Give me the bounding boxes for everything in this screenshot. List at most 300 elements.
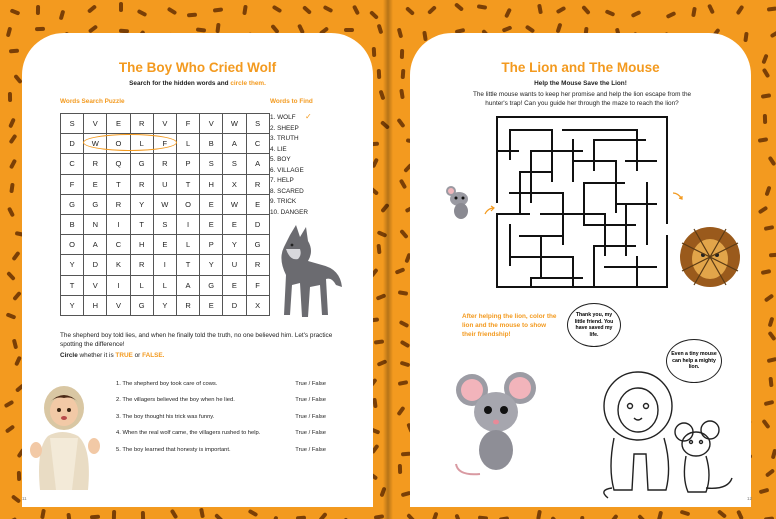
pattern-dash bbox=[9, 48, 19, 53]
maze-wall bbox=[498, 213, 530, 215]
grid-cell[interactable]: I bbox=[177, 215, 200, 235]
grid-cell[interactable]: F bbox=[154, 134, 177, 154]
pattern-dash bbox=[6, 271, 16, 281]
true-false-choice[interactable]: True / False bbox=[295, 446, 326, 453]
maze-wall bbox=[572, 139, 574, 181]
grid-cell[interactable]: S bbox=[154, 215, 177, 235]
maze-wall bbox=[562, 129, 636, 131]
grid-cell[interactable]: B bbox=[61, 215, 84, 235]
pattern-dash bbox=[5, 312, 16, 319]
statement-text: 3. The boy thought his trick was funny. bbox=[116, 413, 215, 420]
grid-cell[interactable]: P bbox=[177, 154, 200, 174]
circle-word: Circle bbox=[60, 352, 78, 359]
grid-cell[interactable]: G bbox=[247, 235, 270, 255]
pattern-dash bbox=[744, 32, 749, 42]
pattern-dash bbox=[372, 47, 377, 57]
grid-cell[interactable]: R bbox=[247, 255, 270, 275]
grid-cell[interactable]: D bbox=[84, 255, 107, 275]
pattern-dash bbox=[87, 4, 97, 13]
instruction-highlight: circle them. bbox=[230, 80, 266, 87]
grid-cell[interactable]: E bbox=[247, 195, 270, 215]
trapped-lion-illustration bbox=[678, 223, 743, 291]
maze-wall bbox=[540, 213, 604, 215]
pattern-dash bbox=[40, 509, 46, 519]
pattern-dash bbox=[735, 5, 744, 16]
pattern-dash bbox=[399, 361, 410, 368]
grid-cell[interactable]: E bbox=[84, 175, 107, 195]
maze-wall bbox=[572, 256, 574, 288]
statement-text: 2. The villagers believed the boy when he lied. bbox=[116, 397, 235, 404]
pattern-dash bbox=[427, 5, 437, 15]
grid-cell[interactable]: L bbox=[131, 276, 154, 296]
maze-wall bbox=[530, 277, 532, 288]
pattern-dash bbox=[432, 511, 439, 519]
pattern-dash bbox=[691, 7, 697, 18]
pattern-dash bbox=[248, 509, 259, 517]
statement-text: 5. The boy learned that honesty is important. bbox=[116, 446, 231, 453]
circled-word-wolf bbox=[83, 134, 177, 151]
pattern-dash bbox=[369, 10, 379, 20]
pattern-dash bbox=[680, 509, 691, 516]
grid-cell[interactable]: Y bbox=[131, 195, 154, 215]
grid-cell[interactable]: V bbox=[200, 114, 223, 134]
left-instruction bbox=[22, 80, 373, 87]
true-false-row bbox=[116, 397, 326, 413]
pattern-dash bbox=[398, 464, 402, 474]
maze-wall bbox=[604, 266, 657, 268]
grid-cell[interactable]: R bbox=[247, 175, 270, 195]
true-false-list bbox=[116, 381, 326, 463]
maze-instructions: The little mouse wants to keep her promise and help the lion escape from the hunter's trap! Can you guide her through the maze to reach the lion? bbox=[472, 91, 692, 107]
word-item: 4. LIE bbox=[270, 145, 287, 153]
pattern-dash bbox=[90, 515, 100, 519]
grid-cell[interactable]: E bbox=[223, 215, 246, 235]
grid-cell[interactable]: N bbox=[84, 215, 107, 235]
grid-cell[interactable]: Y bbox=[61, 296, 84, 316]
speech-bubble-mouse: Even a tiny mouse can help a mighty lion. bbox=[666, 339, 722, 383]
grid-cell[interactable]: D bbox=[223, 296, 246, 316]
pattern-dash bbox=[764, 225, 775, 231]
grid-cell[interactable]: V bbox=[107, 296, 130, 316]
grid-cell[interactable]: W bbox=[154, 195, 177, 215]
pattern-dash bbox=[9, 8, 20, 15]
pattern-dash bbox=[295, 516, 305, 519]
maze-wall bbox=[519, 171, 521, 213]
grid-cell[interactable]: O bbox=[61, 235, 84, 255]
pattern-dash bbox=[637, 514, 647, 519]
grid-cell[interactable]: Y bbox=[61, 255, 84, 275]
pattern-dash bbox=[215, 23, 220, 33]
pattern-dash bbox=[762, 419, 771, 429]
pattern-dash bbox=[538, 4, 544, 15]
pattern-dash bbox=[758, 488, 769, 494]
grid-cell[interactable]: E bbox=[223, 276, 246, 296]
pattern-dash bbox=[4, 400, 15, 408]
true-false-row bbox=[116, 430, 326, 446]
grid-cell[interactable]: W bbox=[84, 134, 107, 154]
grid-cell[interactable]: I bbox=[107, 215, 130, 235]
pattern-dash bbox=[762, 68, 771, 79]
right-page-number: 12 bbox=[747, 496, 753, 501]
right-page bbox=[410, 33, 751, 507]
pattern-dash bbox=[395, 267, 406, 274]
pattern-dash bbox=[140, 511, 144, 519]
true-false-row bbox=[116, 447, 326, 463]
wolf-illustration bbox=[270, 225, 345, 320]
grid-cell[interactable]: Q bbox=[107, 154, 130, 174]
grid-cell[interactable]: S bbox=[200, 154, 223, 174]
or-word: or bbox=[132, 352, 143, 359]
maze-wall bbox=[540, 235, 542, 277]
pattern-dash bbox=[665, 11, 676, 19]
grid-cell[interactable]: H bbox=[200, 175, 223, 195]
pattern-dash bbox=[399, 179, 407, 190]
circle-middle: whether it is bbox=[77, 352, 116, 359]
maze-wall bbox=[509, 224, 511, 266]
pattern-dash bbox=[768, 156, 776, 167]
grid-cell[interactable]: F bbox=[247, 276, 270, 296]
maze-wall bbox=[551, 129, 553, 182]
grid-cell[interactable]: R bbox=[131, 114, 154, 134]
pattern-dash bbox=[399, 229, 409, 239]
grid-cell[interactable]: T bbox=[177, 255, 200, 275]
maze-wall bbox=[604, 213, 606, 255]
word-item: 3. TRUTH bbox=[270, 135, 299, 142]
maze-wall bbox=[519, 171, 551, 173]
pattern-dash bbox=[14, 356, 22, 367]
pattern-dash bbox=[405, 6, 415, 16]
grid-cell[interactable]: Y bbox=[154, 296, 177, 316]
words-to-find-list bbox=[270, 114, 308, 219]
grid-cell[interactable]: H bbox=[131, 235, 154, 255]
maze-wall bbox=[646, 182, 648, 246]
word-item: 2. SHEEP bbox=[270, 124, 299, 132]
pattern-dash bbox=[352, 4, 360, 15]
maze-wall bbox=[625, 160, 657, 162]
pattern-dash bbox=[400, 89, 406, 100]
pattern-dash bbox=[136, 9, 147, 17]
pattern-dash bbox=[344, 28, 354, 32]
right-page-title: The Lion and The Mouse bbox=[501, 60, 660, 75]
grid-cell[interactable]: C bbox=[107, 235, 130, 255]
pattern-dash bbox=[764, 293, 774, 302]
pattern-dash bbox=[556, 6, 567, 14]
pattern-dash bbox=[769, 253, 776, 258]
pattern-dash bbox=[604, 10, 615, 18]
pattern-dash bbox=[454, 514, 461, 519]
pattern-dash bbox=[400, 69, 405, 79]
pattern-dash bbox=[8, 118, 16, 129]
grid-cell[interactable]: R bbox=[131, 255, 154, 275]
story-text: The shepherd boy told lies, and when he finally told the truth, no one believed him. Let's practice spotting the difference! bbox=[60, 332, 333, 348]
maze-wall bbox=[636, 256, 638, 288]
true-false-choice[interactable]: True / False bbox=[295, 397, 326, 404]
pattern-dash bbox=[9, 159, 17, 170]
grid-cell[interactable]: B bbox=[200, 134, 223, 154]
pattern-dash bbox=[477, 4, 488, 10]
grid-cell[interactable]: Y bbox=[223, 235, 246, 255]
grid-cell[interactable]: W bbox=[223, 195, 246, 215]
pattern-dash bbox=[199, 508, 205, 519]
grid-cell[interactable]: C bbox=[61, 154, 84, 174]
grid-cell[interactable]: A bbox=[223, 134, 246, 154]
pattern-dash bbox=[765, 185, 772, 196]
pattern-dash bbox=[13, 291, 23, 301]
pattern-dash bbox=[504, 7, 512, 18]
pattern-dash bbox=[7, 206, 15, 217]
maze-wall bbox=[625, 203, 627, 256]
grid-cell[interactable]: L bbox=[177, 134, 200, 154]
pattern-dash bbox=[767, 357, 776, 363]
maze-wall bbox=[583, 182, 625, 184]
maze-wall bbox=[615, 160, 617, 213]
pattern-dash bbox=[272, 5, 283, 14]
grid-cell[interactable]: S bbox=[61, 114, 84, 134]
grid-cell[interactable]: V bbox=[154, 114, 177, 134]
word-item: 9. TRICK bbox=[270, 198, 297, 205]
grid-cell[interactable]: S bbox=[247, 114, 270, 134]
maze-wall bbox=[530, 277, 583, 279]
false-word: FALSE. bbox=[142, 352, 165, 359]
pattern-dash bbox=[318, 511, 327, 519]
maze-wall bbox=[583, 182, 585, 224]
pattern-dash bbox=[396, 118, 405, 128]
pattern-dash bbox=[707, 4, 715, 15]
pattern-dash bbox=[302, 6, 312, 16]
grid-cell[interactable]: U bbox=[223, 255, 246, 275]
word-item: 1. WOLF bbox=[270, 114, 296, 121]
maze-wall bbox=[593, 139, 595, 171]
grid-cell[interactable]: F bbox=[177, 114, 200, 134]
grid-cell[interactable]: T bbox=[61, 276, 84, 296]
grid-cell[interactable]: T bbox=[107, 175, 130, 195]
pattern-dash bbox=[717, 510, 727, 519]
grid-cell[interactable]: C bbox=[247, 134, 270, 154]
statement-text: 4. When the real wolf came, the villagers rushed to help. bbox=[116, 430, 261, 437]
grid-cell[interactable]: G bbox=[84, 195, 107, 215]
pattern-dash bbox=[454, 3, 464, 12]
pattern-dash bbox=[764, 468, 774, 477]
word-item: 6. VILLAGE bbox=[270, 166, 304, 174]
pattern-dash bbox=[12, 339, 18, 350]
pattern-dash bbox=[761, 94, 772, 100]
left-page-number: 11 bbox=[22, 496, 27, 501]
pattern-dash bbox=[17, 471, 21, 481]
pattern-dash bbox=[398, 380, 409, 386]
grid-cell[interactable]: A bbox=[84, 235, 107, 255]
pattern-dash bbox=[406, 513, 416, 519]
pattern-dash bbox=[166, 7, 177, 16]
pattern-dash bbox=[525, 24, 536, 33]
grid-cell[interactable]: I bbox=[154, 255, 177, 275]
pattern-dash bbox=[8, 92, 12, 102]
maze[interactable] bbox=[496, 116, 668, 288]
grid-cell[interactable]: P bbox=[200, 235, 223, 255]
pattern-dash bbox=[758, 137, 769, 143]
pattern-dash bbox=[399, 320, 410, 328]
grid-cell[interactable]: O bbox=[107, 134, 130, 154]
maze-wall bbox=[636, 129, 638, 171]
grid-cell[interactable]: E bbox=[200, 215, 223, 235]
pattern-dash bbox=[9, 134, 18, 145]
maze-wall bbox=[593, 245, 595, 287]
maze-wall bbox=[509, 192, 562, 194]
grid-cell[interactable]: F bbox=[61, 175, 84, 195]
grid-cell[interactable]: Y bbox=[200, 255, 223, 275]
pattern-dash bbox=[631, 10, 642, 18]
pattern-dash bbox=[737, 510, 745, 519]
pattern-dash bbox=[36, 5, 40, 15]
word-item: 7. HELP bbox=[270, 177, 294, 184]
grid-cell[interactable]: V bbox=[84, 276, 107, 296]
pattern-dash bbox=[582, 5, 592, 15]
true-false-choice[interactable]: True / False bbox=[295, 413, 326, 420]
arrow-icon bbox=[672, 191, 684, 201]
grid-cell[interactable]: A bbox=[177, 276, 200, 296]
pattern-dash bbox=[502, 25, 513, 32]
colored-mouse-illustration bbox=[454, 368, 544, 478]
arrow-icon bbox=[484, 205, 496, 215]
grid-cell[interactable]: R bbox=[107, 195, 130, 215]
pattern-dash bbox=[769, 377, 774, 387]
left-page bbox=[22, 33, 373, 507]
color-instructions: After helping the lion, color the lion and the mouse to show their friendship! bbox=[462, 313, 557, 338]
grid-cell[interactable]: I bbox=[107, 276, 130, 296]
pattern-dash bbox=[758, 205, 769, 214]
maze-wall bbox=[615, 203, 657, 205]
pattern-dash bbox=[768, 317, 775, 328]
lion-and-mouse-line-art bbox=[588, 358, 738, 503]
grid-cell[interactable]: A bbox=[247, 154, 270, 174]
grid-cell[interactable]: H bbox=[84, 296, 107, 316]
pattern-dash bbox=[764, 400, 775, 406]
maze-wall bbox=[530, 150, 532, 203]
word-item: 10. DANGER bbox=[270, 208, 309, 216]
pattern-dash bbox=[376, 244, 381, 254]
grid-cell[interactable]: D bbox=[247, 215, 270, 235]
grid-cell[interactable]: G bbox=[131, 296, 154, 316]
grid-cell[interactable]: R bbox=[84, 154, 107, 174]
pattern-dash bbox=[59, 9, 66, 20]
pattern-dash bbox=[376, 68, 381, 78]
grid-cell[interactable]: T bbox=[177, 175, 200, 195]
grid-cell[interactable]: E bbox=[200, 296, 223, 316]
pattern-dash bbox=[397, 27, 403, 38]
grid-cell[interactable]: L bbox=[154, 276, 177, 296]
pattern-dash bbox=[35, 27, 45, 31]
grid-cell[interactable]: E bbox=[107, 114, 130, 134]
pattern-dash bbox=[213, 8, 223, 13]
grid-cell[interactable]: K bbox=[107, 255, 130, 275]
pattern-dash bbox=[112, 510, 116, 519]
maze-subtitle: Help the Mouse Save the Lion! bbox=[534, 80, 627, 87]
true-word: TRUE bbox=[115, 352, 133, 359]
maze-wall bbox=[562, 192, 564, 245]
grid-cell[interactable]: V bbox=[84, 114, 107, 134]
maze-wall bbox=[583, 224, 636, 226]
pattern-dash bbox=[186, 13, 196, 18]
pattern-dash bbox=[768, 331, 776, 341]
grid-cell[interactable]: L bbox=[131, 134, 154, 154]
pattern-dash bbox=[11, 250, 20, 260]
grid-cell[interactable]: X bbox=[247, 296, 270, 316]
grid-cell[interactable]: R bbox=[154, 154, 177, 174]
pattern-dash bbox=[761, 269, 772, 275]
pattern-dash bbox=[422, 30, 428, 41]
maze-wall bbox=[593, 139, 646, 141]
pattern-dash bbox=[536, 510, 542, 519]
grid-cell[interactable]: G bbox=[131, 154, 154, 174]
shepherd-boy-illustration bbox=[22, 378, 112, 490]
pattern-dash bbox=[770, 30, 776, 39]
maze-wall bbox=[530, 150, 583, 152]
statement-text: 1. The shepherd boy took care of cows. bbox=[116, 381, 218, 387]
maze-wall bbox=[509, 129, 511, 161]
grid-cell[interactable]: T bbox=[131, 215, 154, 235]
true-false-choice[interactable]: True / False bbox=[295, 430, 326, 437]
true-false-row bbox=[116, 414, 326, 430]
pattern-dash bbox=[400, 340, 411, 348]
word-item: 5. BOY bbox=[270, 156, 291, 163]
puzzle-label: Words Search Puzzle bbox=[60, 98, 125, 105]
left-page-title: The Boy Who Cried Wolf bbox=[118, 60, 277, 75]
circle-instruction bbox=[60, 352, 164, 359]
book-spine bbox=[383, 0, 393, 519]
pattern-dash bbox=[657, 510, 663, 519]
grid-cell[interactable]: W bbox=[223, 114, 246, 134]
grid-cell[interactable]: X bbox=[223, 175, 246, 195]
instruction-text: Search for the hidden words and bbox=[129, 80, 229, 87]
pattern-dash bbox=[10, 183, 15, 193]
pattern-dash bbox=[767, 6, 776, 11]
pattern-dash bbox=[170, 509, 179, 519]
check-mark-icon: ✓ bbox=[305, 112, 312, 121]
pattern-dash bbox=[763, 114, 767, 124]
pattern-dash bbox=[771, 449, 776, 460]
pattern-dash bbox=[609, 514, 618, 519]
pattern-dash bbox=[397, 290, 408, 296]
words-label: Words to Find bbox=[270, 98, 313, 105]
pattern-dash bbox=[761, 54, 768, 65]
grid-cell[interactable]: S bbox=[223, 154, 246, 174]
maze-wall bbox=[509, 129, 551, 131]
pattern-dash bbox=[119, 2, 123, 12]
grid-cell[interactable]: D bbox=[61, 134, 84, 154]
grid-cell[interactable]: O bbox=[177, 195, 200, 215]
true-false-choice[interactable]: True / False bbox=[295, 381, 326, 387]
maze-exit bbox=[665, 224, 669, 235]
grid-cell[interactable]: E bbox=[154, 235, 177, 255]
grid-cell[interactable]: R bbox=[131, 175, 154, 195]
mouse-start-illustration bbox=[443, 185, 477, 221]
pattern-dash bbox=[11, 494, 21, 503]
pattern-dash bbox=[4, 424, 14, 433]
grid-cell[interactable]: R bbox=[177, 296, 200, 316]
pattern-dash bbox=[322, 5, 333, 13]
grid-cell[interactable]: U bbox=[154, 175, 177, 195]
maze-wall bbox=[593, 245, 635, 247]
true-false-row bbox=[116, 381, 326, 397]
grid-cell[interactable]: L bbox=[177, 235, 200, 255]
pattern-dash bbox=[6, 26, 12, 37]
grid-cell[interactable]: G bbox=[200, 276, 223, 296]
pattern-dash bbox=[67, 513, 72, 519]
grid-cell[interactable]: G bbox=[61, 195, 84, 215]
pattern-dash bbox=[243, 5, 249, 16]
pattern-dash bbox=[400, 49, 404, 59]
grid-cell[interactable]: E bbox=[200, 195, 223, 215]
speech-bubble-lion: Thank you, my little friend. You have saved my life. bbox=[567, 303, 621, 347]
